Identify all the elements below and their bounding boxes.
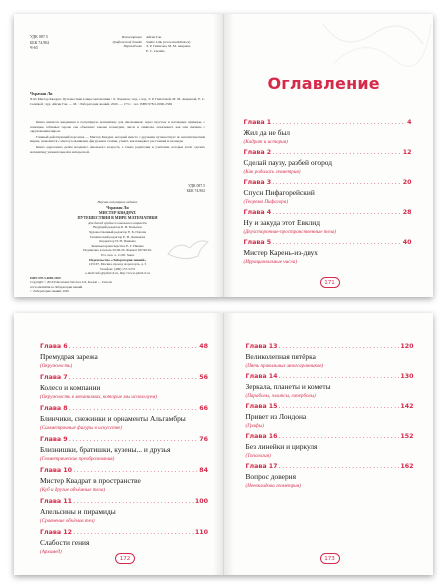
author-mark: Ч-65: [30, 45, 38, 51]
page-number: 172: [115, 553, 135, 564]
toc-entry[interactable]: [40, 498, 208, 524]
toc-entry-line: [244, 239, 412, 246]
publication-data: Научно-популярное издание Чхраман Ли МИСТЕР КВАДРАТ. ПУТЕШЕСТВИЯ В МИРЕ МАТЕМАТИКИ Для детей среднего школьного возраста Ведущий редактор Б. И. Копылов Художественный редактор Е. Б. Попова Технический редактор Е. В. Денюкова Корректор И. Н. Панкова Компьютерная верстка: Е. Г. Ивлева Подписано в печать 02.06.20. Формат 60×90/16. Усл. печ. л. 11,00. Заказ Издательство «Лаборатория знаний» 125167, Москва, проезд Аэропорта, д. 3 Телефон: (499) 157-5272 e-mail: info@pilotLZ.ru, http://www.pilotLZ.ru: [77, 200, 158, 276]
udc-short: УДК 087.5 ББК 74.902: [186, 184, 205, 194]
chapter-page: 130: [400, 373, 414, 380]
chapter-subtitle: (Неевклидова геометрия): [245, 482, 301, 489]
dot-leader: [279, 403, 400, 410]
toc-entry-line: [40, 343, 208, 350]
chapter-label: Глава 7: [40, 374, 68, 381]
chapter-page: 66: [199, 405, 208, 412]
toc-entry-line: [40, 374, 208, 381]
toc-entry[interactable]: [244, 209, 412, 235]
chapter-page: 40: [402, 239, 412, 246]
dot-leader: [69, 405, 199, 412]
chapter-title: Сделай паузу, разбей огород: [243, 158, 333, 167]
toc-entry-line: [246, 433, 414, 440]
chapter-title: Близнишки, братишки, кузены... и друзья: [40, 445, 171, 454]
bibliographic-record: Ч-65 Мистер Квадрат. Путешествия в мире математики / Л. Чхраман ; пер. с кор. Э. Р. Гиматовой, М. М. Авериной, Е. С. Сычёвой ; худ. Айгин Ган. — М. : Лаборатория знаний, 2020. — 173 с. : ил. ISBN 978-5-0000-2569: [30, 97, 205, 106]
chapter-page: 56: [199, 374, 208, 381]
dot-leader: [279, 433, 400, 440]
credit-row: Иллюстрации Айгин Ган: [121, 35, 162, 39]
chapter-title: Апельсины и пирамиды: [40, 507, 116, 516]
author-name: Чхраман Ли: [30, 91, 53, 96]
chapter-title: Зеркала, планеты и кометы: [245, 382, 331, 391]
toc-entry[interactable]: [246, 373, 414, 399]
toc-entry[interactable]: [246, 463, 414, 489]
chapter-title: Премудрая зарежа: [40, 352, 98, 361]
toc-entry-line: [40, 498, 208, 505]
chapter-subtitle: (Геометрические преобразования): [40, 455, 115, 462]
toc-entry-line: [244, 149, 412, 156]
dot-leader: [272, 179, 402, 186]
credits-block: [84, 35, 214, 53]
chapter-page: 120: [400, 343, 414, 350]
chapter-label: Глава 9: [40, 436, 68, 443]
toc-entry[interactable]: [246, 433, 414, 459]
chapter-page: 76: [199, 436, 208, 443]
credit-row: Переводчики Э. Р. Гиматова, М. М. Аверина,: [123, 44, 191, 49]
chapter-page: 162: [400, 463, 414, 470]
toc-entry[interactable]: [40, 374, 208, 400]
chapter-page: 20: [402, 179, 412, 186]
chapter-page: 12: [402, 149, 412, 156]
chapter-label: Глава 3: [243, 179, 272, 186]
credit-row: Е. С. Сычёва: [146, 48, 165, 53]
toc-list: [246, 343, 414, 493]
udc-codes: [30, 34, 49, 51]
toc-page-172: [14, 313, 224, 575]
toc-entry-line: [246, 373, 414, 380]
udc-line: УДК 087.5: [30, 34, 48, 39]
toc-entry[interactable]: [244, 119, 412, 145]
chapter-page: 4: [407, 119, 412, 126]
chapter-label: Глава 14: [245, 373, 278, 380]
dot-leader: [272, 239, 402, 246]
chapter-subtitle: (Как родилась геометрия): [243, 168, 301, 175]
dot-leader: [272, 209, 402, 216]
abstract: [30, 120, 205, 155]
chapter-subtitle: (Куб и другие объёмные тела): [40, 486, 106, 493]
chapter-subtitle: (Топология): [245, 452, 271, 459]
toc-entry[interactable]: [244, 239, 412, 265]
toc-entry-line: [246, 403, 414, 410]
chapter-title: Жил да не был: [243, 128, 290, 137]
dot-leader: [73, 467, 198, 474]
credit-row: Графический дизайн Studio Link (www.studiolink.ru): [112, 39, 191, 44]
toc-heading: Оглавление: [267, 74, 380, 93]
abstract-paragraph: Книга является введением в популярную математику для школьников: через простые и наглядные примеры, с помощью забавных героев она объясняет законы геометрии, числа и символы, показывает, как они связаны с окружающим миром.: [30, 120, 205, 134]
toc-entry-line: [246, 343, 414, 350]
dot-leader: [272, 149, 402, 156]
dot-leader: [73, 529, 194, 536]
chapter-subtitle: (Двухсторонние-пространственные тела): [243, 228, 337, 235]
imprint-page: [14, 14, 224, 297]
chapter-page: 100: [194, 498, 208, 505]
chapter-label: Глава 11: [40, 498, 73, 505]
toc-entry-line: [244, 209, 412, 216]
chapter-title: Блинчики, снежинки и орнаменты Альгамбры: [40, 414, 186, 423]
toc-page-173: [224, 313, 434, 575]
chapter-subtitle: (Пять правильных многогранников): [245, 362, 324, 369]
bbk-line: ББК 74.902: [30, 39, 50, 45]
chapter-subtitle: (Окружность): [40, 362, 73, 369]
chapter-subtitle: (Графы): [245, 422, 264, 429]
chapter-label: Глава 8: [40, 405, 68, 412]
chapter-title: Мистер Карень-из-двух: [243, 248, 318, 257]
toc-entry[interactable]: [40, 343, 208, 369]
toc-entry[interactable]: [40, 436, 208, 462]
chapter-title: Слабости гения: [40, 538, 90, 547]
toc-entry[interactable]: [40, 467, 208, 493]
abstract-paragraph: Книга адресована детям младшего школьного возраста, а также родителям и учителям, которые хотят сделать математику увлекательной и интересной.: [30, 144, 205, 154]
chapter-label: Глава 1: [243, 119, 272, 126]
chapter-subtitle: (Симметричные фигуры в искусстве): [40, 424, 122, 431]
chapter-label: Глава 2: [243, 149, 272, 156]
dot-leader: [69, 343, 199, 350]
toc-list: [40, 343, 208, 558]
chapter-subtitle: (Параболы, эллипсы, гиперболы): [245, 392, 316, 399]
chapter-label: Глава 5: [243, 239, 272, 246]
chapter-label: Глава 15: [245, 403, 278, 410]
dot-leader: [279, 463, 400, 470]
toc-entry-line: [40, 467, 208, 474]
chapter-page: 152: [400, 433, 414, 440]
abstract-paragraph: Главный действующий персонаж — Мистер Квадрат, который вместе с друзьями путешествует по математическим мирам, знакомится с многоугольниками, фигурами и телами, узнаёт, как измеряют расстояния и площади.: [30, 134, 205, 144]
toc-entry[interactable]: [40, 529, 208, 555]
chapter-label: Глава 6: [40, 343, 68, 350]
chapter-subtitle: (Кадрат и история): [243, 138, 288, 145]
page-number: 171: [320, 277, 340, 288]
chapter-label: Глава 17: [245, 463, 278, 470]
toc-entry[interactable]: [244, 149, 412, 175]
chapter-page: 28: [402, 209, 412, 216]
toc-entry-line: [246, 463, 414, 470]
swirl-ornament: [313, 14, 433, 74]
chapter-subtitle: (Архимед): [40, 548, 62, 555]
chapter-title: Ну и закуда этот Евклид: [243, 218, 320, 227]
chapter-page: 142: [400, 403, 414, 410]
chapter-title: Вопрос доверия: [245, 472, 297, 481]
toc-entry-line: [244, 119, 412, 126]
top-spread: [14, 14, 433, 297]
chapter-subtitle: (Теорема Пифагора): [243, 198, 289, 205]
chapter-title: Без линейки и циркуля: [245, 442, 318, 451]
chapter-title: Колесо и компании: [40, 383, 101, 392]
toc-entry[interactable]: [246, 343, 414, 369]
chapter-label: Глава 12: [40, 529, 73, 536]
dot-leader: [69, 374, 199, 381]
bird-illustration: [164, 234, 212, 264]
dot-leader: [279, 373, 400, 380]
chapter-subtitle: (Иррациональные числа): [243, 258, 298, 265]
chapter-label: Глава 4: [243, 209, 272, 216]
chapter-page: 48: [199, 343, 208, 350]
chapter-page: 84: [199, 467, 208, 474]
toc-entry-line: [40, 529, 208, 536]
dot-leader: [272, 119, 406, 126]
chapter-label: Глава 16: [245, 433, 278, 440]
toc-entry-line: [40, 436, 208, 443]
toc-list: [244, 119, 412, 269]
toc-entry[interactable]: [244, 179, 412, 205]
toc-page-171: [224, 14, 434, 297]
chapter-subtitle: (Сравнение объёмов тел): [40, 517, 95, 524]
isbn-block: ISBN 978-5-0000-2569 Copyright © 2016 Educational Services Ltd. Korean — Taewon www.studiolink.ru Лаборатория знаний © Лаборатория знаний, 2020: [30, 276, 112, 293]
chapter-title: Спусн Пифагорейский: [243, 188, 315, 197]
toc-entry-line: [40, 405, 208, 412]
toc-entry[interactable]: [40, 405, 208, 431]
dot-leader: [73, 498, 194, 505]
chapter-label: Глава 13: [245, 343, 278, 350]
toc-entry-line: [244, 179, 412, 186]
chapter-page: 110: [194, 529, 208, 536]
chapter-label: Глава 10: [40, 467, 73, 474]
page-number: 173: [320, 553, 340, 564]
chapter-subtitle: (Окружность в механизмах, которые мы используем): [40, 393, 157, 400]
toc-entry[interactable]: [246, 403, 414, 429]
dot-leader: [69, 436, 199, 443]
chapter-title: Великолепная пятёрка: [245, 352, 316, 361]
chapter-title: Привет из Лондона: [245, 412, 307, 421]
dot-leader: [279, 343, 400, 350]
chapter-title: Мистер Квадрат в пространстве: [40, 476, 141, 485]
bottom-spread: [14, 313, 433, 575]
